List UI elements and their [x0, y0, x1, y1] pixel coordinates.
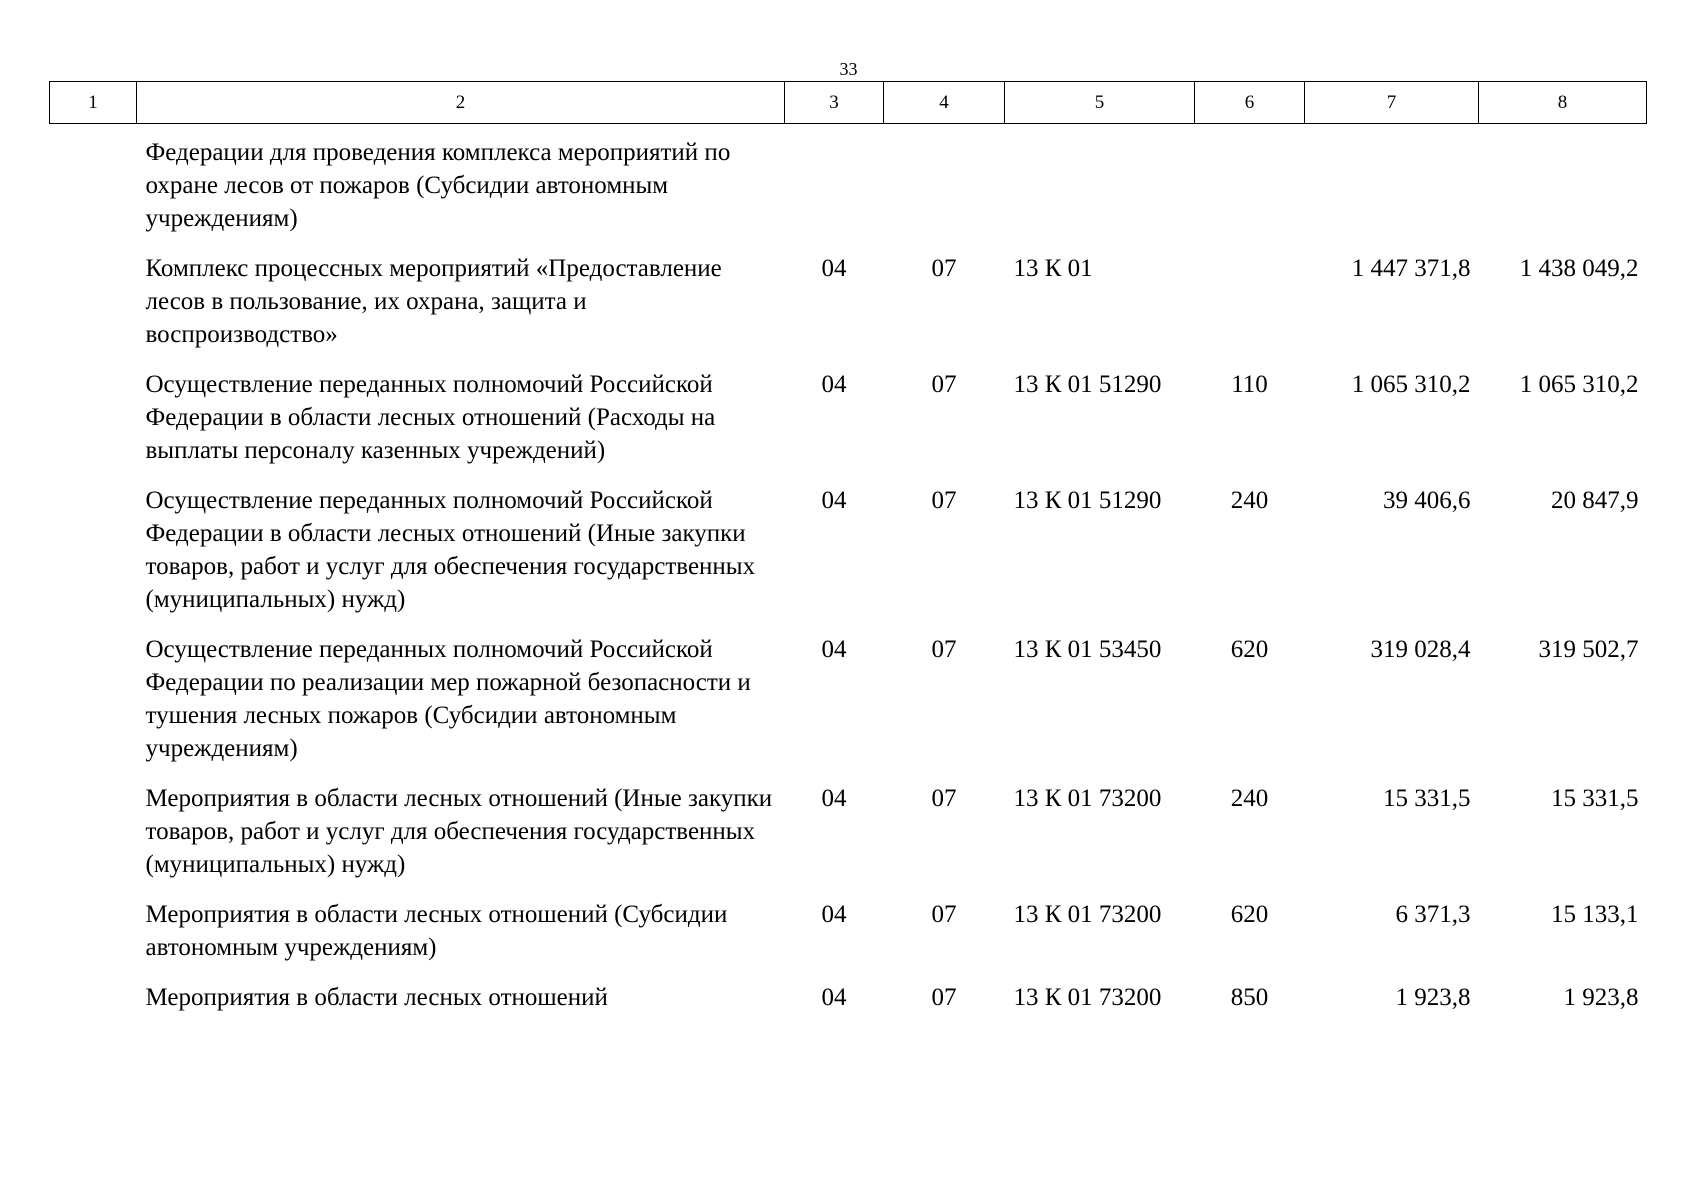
- expense-name: Осуществление переданных полномочий Российской Федерации по реализации мер пожарной безопасности и тушения лесных пожаров (Субсидии автономным учреждениям): [145, 636, 751, 762]
- expense-name: Комплекс процессных мероприятий «Предоставление лесов в пользование, их охрана, защита и воспроизводство»: [145, 255, 722, 348]
- target-article-code: 13 К 01: [1013, 255, 1093, 282]
- expense-type-code: 620: [1230, 636, 1269, 663]
- header-col-6: 6: [1195, 82, 1305, 124]
- section-code: 04: [821, 636, 847, 663]
- expense-name: Мероприятия в области лесных отношений: [145, 984, 608, 1011]
- expense-name: Мероприятия в области лесных отношений (Иные закупки товаров, работ и услуг для обеспечения государственных (муниципальных) нужд): [145, 785, 773, 878]
- subsection-code: 07: [931, 255, 957, 282]
- section-code: 04: [821, 371, 847, 398]
- table-row: [50, 351, 1647, 467]
- amount-col-7: [1305, 124, 1479, 236]
- subsection-code: 07: [931, 487, 957, 514]
- expense-type-code: 110: [1231, 371, 1268, 398]
- amount-col-7: 1 447 371,8: [1351, 255, 1471, 282]
- expense-type-code: [1195, 235, 1305, 351]
- row-number-cell: [50, 964, 137, 1014]
- table-row: [50, 765, 1647, 881]
- row-number-cell: [50, 616, 137, 765]
- expense-name: Мероприятия в области лесных отношений (Субсидии автономным учреждениям): [145, 901, 728, 961]
- table-row: [50, 881, 1647, 964]
- header-col-4: 4: [884, 82, 1005, 124]
- amount-col-7: 39 406,6: [1383, 487, 1471, 514]
- header-col-1: 1: [50, 82, 137, 124]
- target-article-code: 13 К 01 53450: [1013, 636, 1162, 663]
- target-article-code: 13 К 01 73200: [1013, 901, 1162, 928]
- amount-col-7: 15 331,5: [1383, 785, 1471, 812]
- section-code: 04: [821, 785, 847, 812]
- amount-col-8: 1 438 049,2: [1519, 255, 1639, 282]
- subsection-code: 07: [931, 371, 957, 398]
- header-col-5: 5: [1005, 82, 1195, 124]
- amount-col-7: 319 028,4: [1370, 636, 1471, 663]
- expense-name: Федерации для проведения комплекса мероприятий по охране лесов от пожаров (Субсидии автономным учреждениям): [145, 139, 731, 232]
- expense-type-code: 620: [1230, 901, 1269, 928]
- row-number-cell: [50, 765, 137, 881]
- row-number-cell: [50, 351, 137, 467]
- section-code: 04: [821, 255, 847, 282]
- row-number-cell: [50, 124, 137, 236]
- amount-col-8: 15 331,5: [1551, 785, 1639, 812]
- header-col-3: 3: [785, 82, 884, 124]
- table-row: [50, 467, 1647, 616]
- subsection-code: [884, 124, 1005, 236]
- expense-name: Осуществление переданных полномочий Российской Федерации в области лесных отношений (Расходы на выплаты персоналу казенных учреждений): [145, 371, 716, 464]
- amount-col-8: 1 065 310,2: [1519, 371, 1639, 398]
- table-row: [50, 235, 1647, 351]
- section-code: 04: [821, 487, 847, 514]
- table-row: [50, 964, 1647, 1014]
- amount-col-8: 1 923,8: [1563, 984, 1639, 1011]
- amount-col-8: 319 502,7: [1538, 636, 1639, 663]
- target-article-code: 13 К 01 51290: [1013, 371, 1162, 398]
- expense-type-code: [1195, 124, 1305, 236]
- budget-table: [49, 81, 1647, 1014]
- header-col-7: 7: [1305, 82, 1479, 124]
- amount-col-7: 6 371,3: [1395, 901, 1471, 928]
- subsection-code: 07: [931, 636, 957, 663]
- table-row: [50, 124, 1647, 236]
- amount-col-7: 1 923,8: [1395, 984, 1471, 1011]
- section-code: 04: [821, 901, 847, 928]
- amount-col-8: 20 847,9: [1551, 487, 1639, 514]
- table-row: [50, 616, 1647, 765]
- target-article-code: 13 К 01 73200: [1013, 984, 1162, 1011]
- row-number-cell: [50, 235, 137, 351]
- target-article-code: 13 К 01 73200: [1013, 785, 1162, 812]
- expense-type-code: 240: [1230, 785, 1269, 812]
- target-article-code: [1005, 124, 1195, 236]
- header-col-8: 8: [1479, 82, 1647, 124]
- amount-col-7: 1 065 310,2: [1351, 371, 1471, 398]
- subsection-code: 07: [931, 785, 957, 812]
- expense-type-code: 850: [1230, 984, 1269, 1011]
- expense-name: Осуществление переданных полномочий Российской Федерации в области лесных отношений (Иные закупки товаров, работ и услуг для обеспечения государственных (муниципальных) нужд): [145, 487, 756, 613]
- subsection-code: 07: [931, 984, 957, 1011]
- expense-type-code: 240: [1230, 487, 1269, 514]
- header-row: [50, 82, 1647, 124]
- row-number-cell: [50, 881, 137, 964]
- section-code: [785, 124, 884, 236]
- section-code: 04: [821, 984, 847, 1011]
- amount-col-8: 15 133,1: [1551, 901, 1639, 928]
- page-number: 33: [839, 59, 858, 79]
- amount-col-8: [1479, 124, 1647, 236]
- target-article-code: 13 К 01 51290: [1013, 487, 1162, 514]
- row-number-cell: [50, 467, 137, 616]
- header-col-2: 2: [137, 82, 785, 124]
- subsection-code: 07: [931, 901, 957, 928]
